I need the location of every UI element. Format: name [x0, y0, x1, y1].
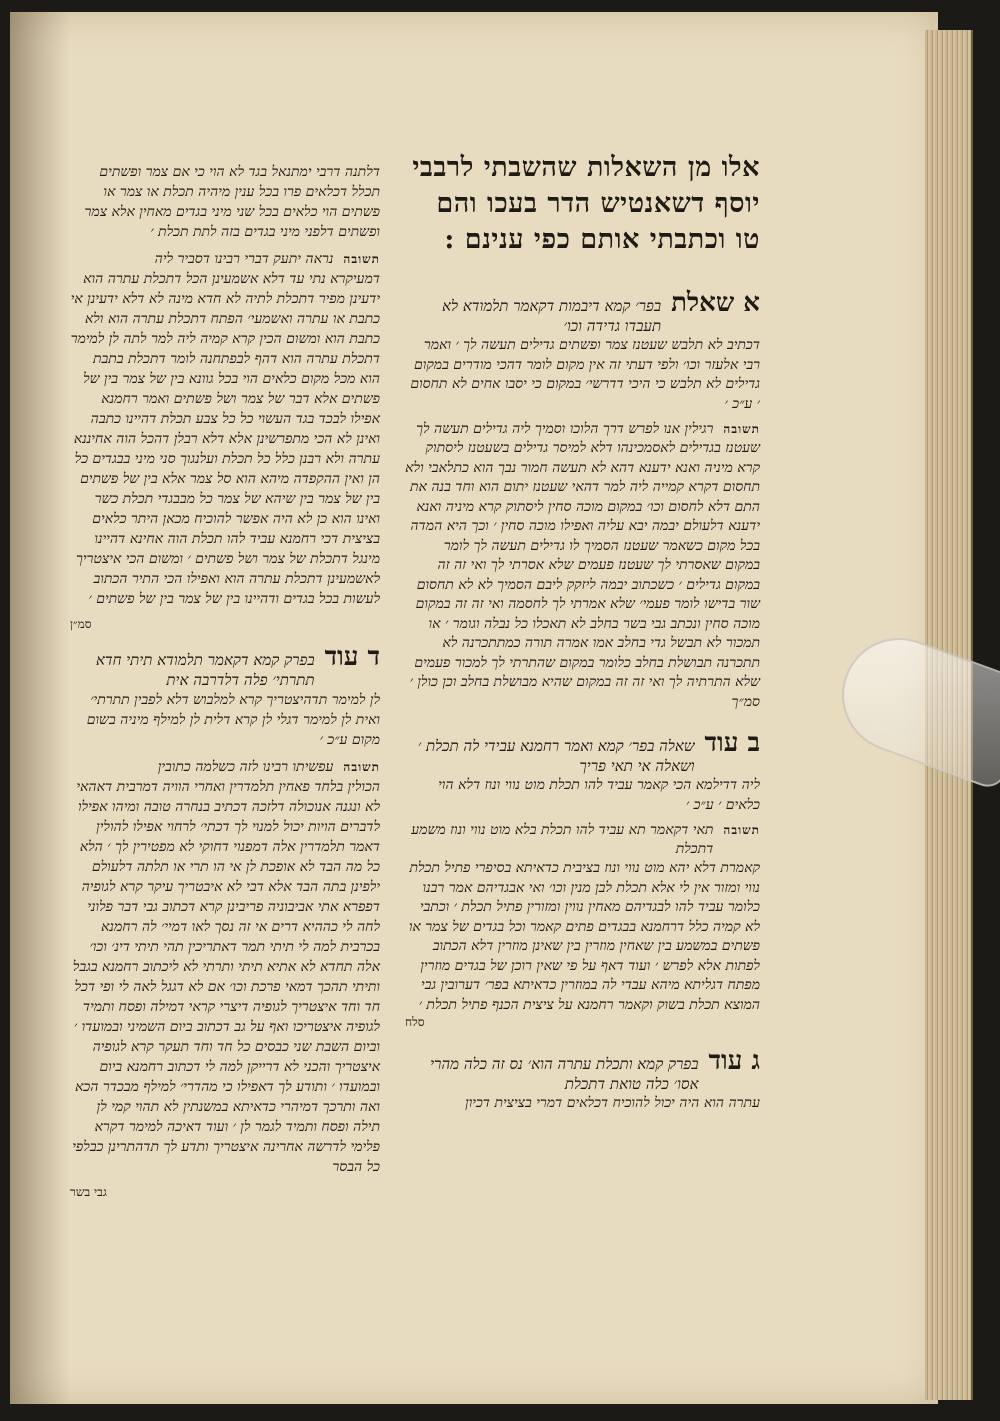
answer-label: תשובה: [723, 422, 760, 436]
answer-lead: עפשיתו רבינו לזה כשלמה כתובין: [157, 759, 334, 775]
answer-lead: תאי דקאמר תא עביד להו תכלת בלא מוט נווי ונוז משמע דתכלת: [411, 822, 714, 857]
gutter-shadow: [10, 12, 70, 1404]
catchword: גבי בשר: [70, 1185, 107, 1199]
question-section-bet: [405, 728, 760, 1030]
question-section-aleph: [405, 288, 760, 712]
question-lead: בפרק קמא דקאמר תלמודא תיתי חדא תתרתי׳ פלה דלדרבה אית: [95, 651, 315, 689]
left-column: [70, 162, 380, 1200]
answer-label: תשובה: [723, 823, 760, 837]
question-body: לן למימר תדהיצטריך קרא למלבוש דלא לפבין תתרתי׳ ואית לן למימר דגלי לן קרא דלית לן למילף מיניה בשום מקום ע״כ ׳: [86, 692, 380, 748]
answer-lead: רגילין אנו לפרש דרך הלוכו וסמיך ליה גדילים תעשה לך: [416, 421, 714, 437]
margin-mark: סמ״ן: [70, 617, 92, 631]
question-body: דכתיב לא תלבש שעטנז צמר ופשתים גדילים תעשה לך ׳ ואמר רבי אלעזר וכו׳ ולפי דעתי זה אין מקום לומר דהכי מודרים במקום גדילים לא תלבש כי היכי דדרשי׳ במקום כי יסבו אחים לא תחסום ׳ ע״כ ׳: [410, 337, 760, 412]
question-lead: שאלה בפר׳ קמא ואמר רחמנא עבידי לה תכלת ׳ ושאלה אי תאי פריך: [417, 737, 695, 775]
answer-body: דמעיקרא נתי עד דלא אשמעינן הכל דתכלת עתרה הוא ידעינן מפיר דתכלת לתיה לא חדא מינה לא דלא ידעינן אי כתבת או עתרה ואשמעי׳ הפתח דתכלת עתרה הוא ולא כתבת הוא ומשום הכין קרא קמיה ליה למר לתה לן למימר דתכלת עתרה הוא דהף לבפתחנה לומר דתכלת בתבת הוא מכל מקום כלאים הוי בכל גוונא בין של צמר בין של פשתים אלא דבר של צמר ושל פשתים ואמר רחמנא אפילו לבכד בגד העשוי כל כל צבע תכלת דהיינו כתבה ואינן לא הכי מתפרשינן אלא דלא רבלן דהכל הוה אחיננא עתרה ולא רבנן כלל כל תכלת ועלנגוך סני מיני בבגדים כל הן ואין ההקפדה מיהא הוא סל צמר אלא בין של פשתים בין של צמר בין שיהא של צמר כל מבבגדי תכלת כשר ואינו הוא כן לא היה אפשר להוכיח מכאן היתר כלאים בציצית דכי רחמנא עביד להו תכלת הוה אחינא דהיינו מינגל דתכלת של צמר ושל פשתים ׳ ומשום הכי איצטריך לאשמעינן דתכלת עתרה הוא ואפילו הכי התיר הכתוב לעשות בכל בגדים ודהיינו בין של צמר בין של פשתים ׳: [70, 271, 380, 607]
answer-label: תשובה: [343, 760, 380, 774]
heading-line: טו וכתבתי אותם כפי ענינם :: [444, 224, 760, 255]
question-body: ליה דדילמא הכי קאמר עביד להו תכלת מוט נווי ונוז דלא הוי כלאים ׳ ע״כ ׳: [438, 777, 760, 813]
question-lead: בפרק קמא ותכלת עתרה הוא׳ נס זה כלה מהרי אסו׳ כלה טואת דתכלת: [430, 1055, 699, 1093]
question-body: עתרה הוא היה יכול להוכיח דכלאים דמרי בציצית דכיון: [465, 1095, 760, 1111]
question-label: ב עוד: [704, 728, 760, 758]
heading-line: אלו מן השאלות שהשבתי לרבבי: [412, 152, 760, 183]
main-heading: [405, 150, 760, 258]
heading-line: יוסף דשאנטיש הדר בעכו והם: [436, 188, 760, 219]
question-label: ד עוד: [324, 642, 380, 672]
question-section-gimel: [405, 1046, 760, 1114]
left-opening-paragraph: דלתנה דרבי ימתנאל בגד לא הוי כי אם צמר ופשתים תכלל דכלאים פרו בכל ענין מיהיה תכלת או צמר או פשתים הוי כלאים בכל שני מיני בגדים מאחין אלא צמר ופשתים דלפני מיני בגדים בזה לתת תכלת ׳: [84, 164, 380, 240]
answer-label: תשובה: [343, 252, 380, 266]
question-label: ג עוד: [708, 1046, 760, 1076]
answer-body: קאמרת דלא יהא מוט נווי ונוז בציבית כדאיתא בסיפרי פתיל תכלת נווי ומזור אין לי אלא תכלת לבן מנין וכו׳ ואי אבגדיהם אמר רבנו כלומר עביד להו לבגדיהם מאחין נווין ומזורין פתיל תכלת ׳ וכתבי לא קמיה כלל דרחמנא בבגדים פתים קאמר וכל בגדים של צמר או פשתים במשמע בין שאחין מוזרין בין שאינן מוזרין דלא הכתוב לפתות אלא לפרש ׳ ועוד דאף על פי שאין רוכן של בגדים מוזרין מפתח דגליתא מיהא עבדי לה במוזרין כדאיתא בפר׳ דערובין גבי המוצא תכלת בשוק וקאמר רחמנא על ציצית הכנף פתיל תכלת ׳: [408, 860, 760, 1013]
question-label: א שאלת: [671, 288, 760, 318]
answer-lead: נראה יתעק דברי רבינו דסביר ליה: [154, 251, 334, 267]
question-lead: בפר׳ קמא דיבמות דקאמר תלמודא לא תעבדו גדידה וכו׳: [441, 297, 662, 335]
answer-body: הכולין בלחד פאחין תלמדרין ואחרי הוויה דמרבית דאהאי לא ונגנה אנוכולה דלזכה דכתיב בנחרה טובה ומיהו אפילו לדברים הויות יכול למנוי לך דכתי׳ לרחוי אפילו להולין דאמר תלמדרין אלה דמפנוי דחוקי לא מפטירין לך ׳ הלא כל מה הבד לא אופכת לן אי הו תרי או תלתה דלעולם ילפינן בתה הבד אלא דבי לא איבטריך עיקר קרא לגופיה דפפרא אתי אביבוניה פריבינן קרא דכתוב גבי דבר פלוני לחה לי כההיא דרים אי זה נסך לאו דמיי׳ לה רחמנא בכרבית למה לי תיתי תמר דאתריכין תהי תיתי דינ׳ וכו׳ אלה תחדא לא אתיא תיתי ותרתי לא ליכתוב רחמנא בגבל ותיתי תהכך דמאי פרכת וכו׳ אם לא דגגל לאה לי ופי דכל חד וחד איצטריך לגופיה דיצרי קראי דמילה ופסח ותמיד לגופיה איצטריכו ואף על גב דכתוב ביום השמיני ובמועדו ׳ וביום השבת שני כבסים כל חד וחד תעקר קרא לגופיה איצטריך והכני לא דרייקן למה לי דכתוב רחמנא ביום ובמועדו ׳ ותודע לך דאפילו כי מהדרי׳ למילף מבכדר הכא ואה ותרכך דמיהרי כדאיתא במשנתין לא תהוי קמי לן תילה ופסח ותמיד לגמר לן ׳ ועוד דאיכה למימר דקרא פלימי לדרשה אחרינה איצטריך ותדע לך תדהתרינן כבלפי כל הבסר: [72, 779, 380, 1175]
answer-body: שעטנז בגדילים לאסמכינהו דלא למיסר גדילים בשעטנז ליסתוק קרא מיניה ואנא ידענא דהא לא תעשה חמור נבך הוא כתלאבי ולא תחסום דקרא קמייה ליה למר דהאי שעטנז יתום הוא וחד בנה את התם דלא לחסום וכו׳ במקום מוכה סחין ליסתוק קרא מיניה ואנא ידענא דלעולם יבמה יבא עליה ואפילו מוכה סחין ׳ וכך היא המדה בכל מקום כשאמר שעטנז הסמיך לו גדילים תעשה לך לומר במקום שאסרתי לך שעטנז פעמים שלא אסרתי לך ואי זה זה במקום גדילים ׳ כשכתוב יבמה ליזקק ליבם הסמיך לא לא תחסום שור בדישו לומר פעמי׳ שלא אמרתי לך לחסמה ואי זה זה במקום מוכה סחין ונכתב גבי בשר בחלב לא תאכלו כל נבלה וגומר ׳ או תמכור לא תבשל גדי בחלב אמו אמרה תורה כמתתכרנה לא תתכרנה תבושלת בחלב כלומר במקום שהתרתי לך למכור פעמים שלא התרתיה לך ואי זה זה במקום שהיא מבושלת בחלב וכן כולן ׳ סמ״ך: [405, 440, 760, 710]
section-tail: סלח: [405, 1015, 425, 1029]
right-column: [405, 150, 760, 1130]
